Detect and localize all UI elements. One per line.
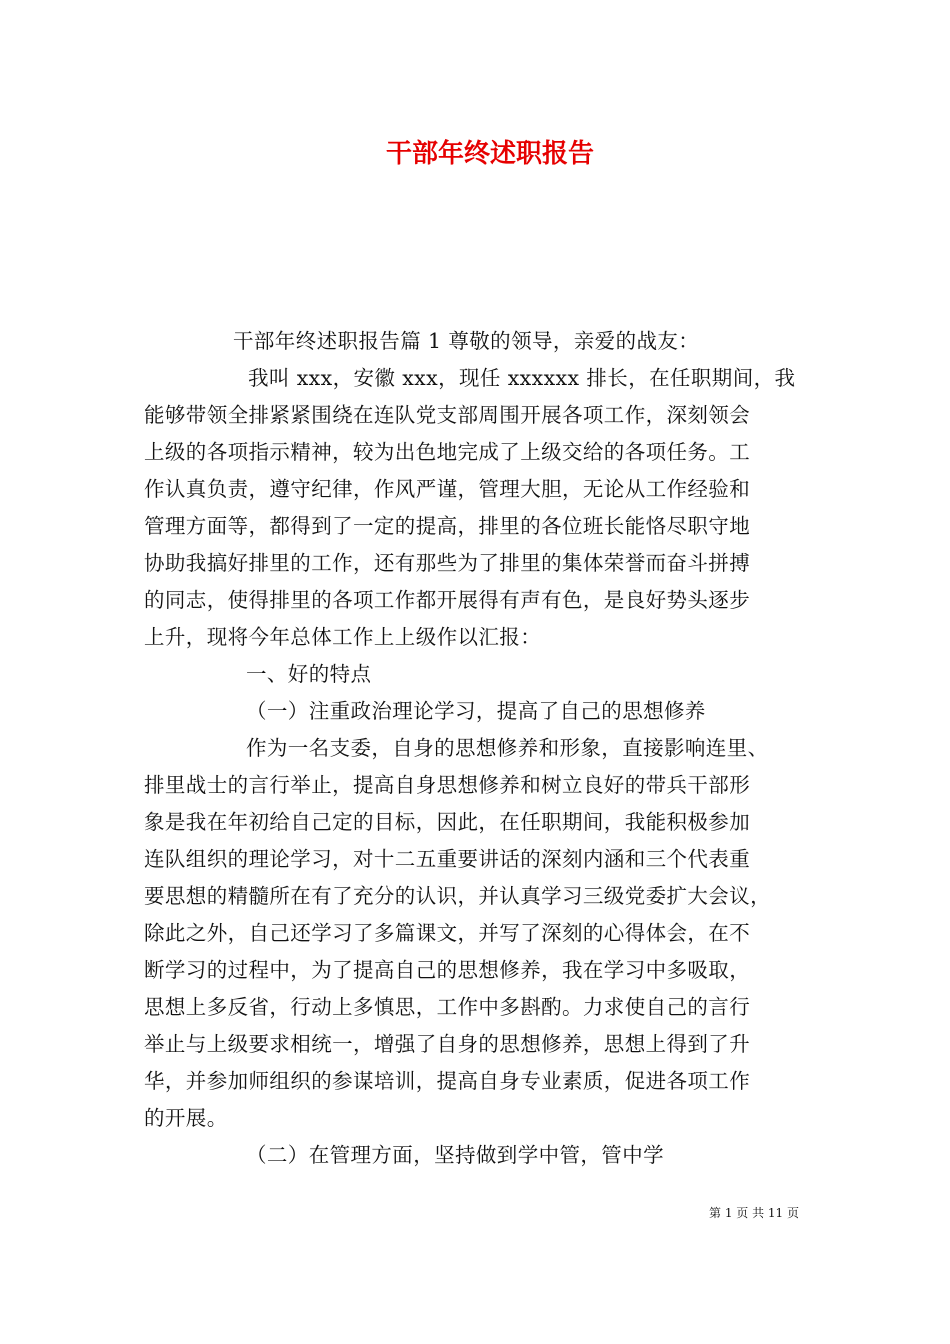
paragraph-line: 思想上多反省，行动上多慎思，工作中多斟酌。力求使自己的言行: [144, 995, 751, 1019]
paragraph-line: 华，并参加师组织的参谋培训，提高自身专业素质，促进各项工作: [144, 1069, 751, 1093]
paragraph-line: 干部年终述职报告篇 1 尊敬的领导，亲爱的战友：: [233, 329, 700, 353]
paragraph-line: 要思想的精髓所在有了充分的认识，并认真学习三级党委扩大会议，: [144, 884, 771, 908]
paragraph-line: 能够带领全排紧紧围绕在连队党支部周围开展各项工作，深刻领会: [144, 403, 751, 427]
page-number-footer: 第 1 页 共 11 页: [709, 1206, 799, 1220]
paragraph-line: 协助我搞好排里的工作，还有那些为了排里的集体荣誉而奋斗拼搏: [144, 551, 751, 575]
paragraph-line: 我叫 xxx，安徽 xxx，现任 xxxxxx 排长，在任职期间，我: [248, 366, 796, 390]
paragraph-line: 连队组织的理论学习，对十二五重要讲话的深刻内涵和三个代表重: [144, 847, 751, 871]
paragraph-line: 断学习的过程中，为了提高自己的思想修养，我在学习中多吸取，: [144, 958, 751, 982]
paragraph-line: 的同志，使得排里的各项工作都开展得有声有色，是良好势头逐步: [144, 588, 751, 612]
paragraph-line: 的开展。: [144, 1106, 228, 1130]
paragraph-line: 象是我在年初给自己定的目标，因此，在任职期间，我能积极参加: [144, 810, 751, 834]
subsection-heading: （一）注重政治理论学习，提高了自己的思想修养: [246, 699, 706, 723]
document-title: 干部年终述职报告: [385, 139, 594, 169]
paragraph-line: 举止与上级要求相统一，增强了自身的思想修养，思想上得到了升: [144, 1032, 751, 1056]
paragraph-line: 管理方面等，都得到了一定的提高，排里的各位班长能恪尽职守地: [144, 514, 751, 538]
paragraph-line: 作为一名支委，自身的思想修养和形象，直接影响连里、: [246, 736, 769, 760]
paragraph-line: 作认真负责，遵守纪律，作风严谨，管理大胆，无论从工作经验和: [144, 477, 751, 501]
paragraph-line: 除此之外，自己还学习了多篇课文，并写了深刻的心得体会，在不: [144, 921, 751, 945]
paragraph-line: 排里战士的言行举止，提高自身思想修养和树立良好的带兵干部形: [144, 773, 751, 797]
section-heading: 一、好的特点: [246, 662, 372, 686]
paragraph-line: 上升，现将今年总体工作上上级作以汇报：: [144, 625, 542, 649]
paragraph-line: 上级的各项指示精神，较为出色地完成了上级交给的各项任务。工: [144, 440, 751, 464]
subsection-heading: （二）在管理方面，坚持做到学中管，管中学: [246, 1143, 664, 1167]
